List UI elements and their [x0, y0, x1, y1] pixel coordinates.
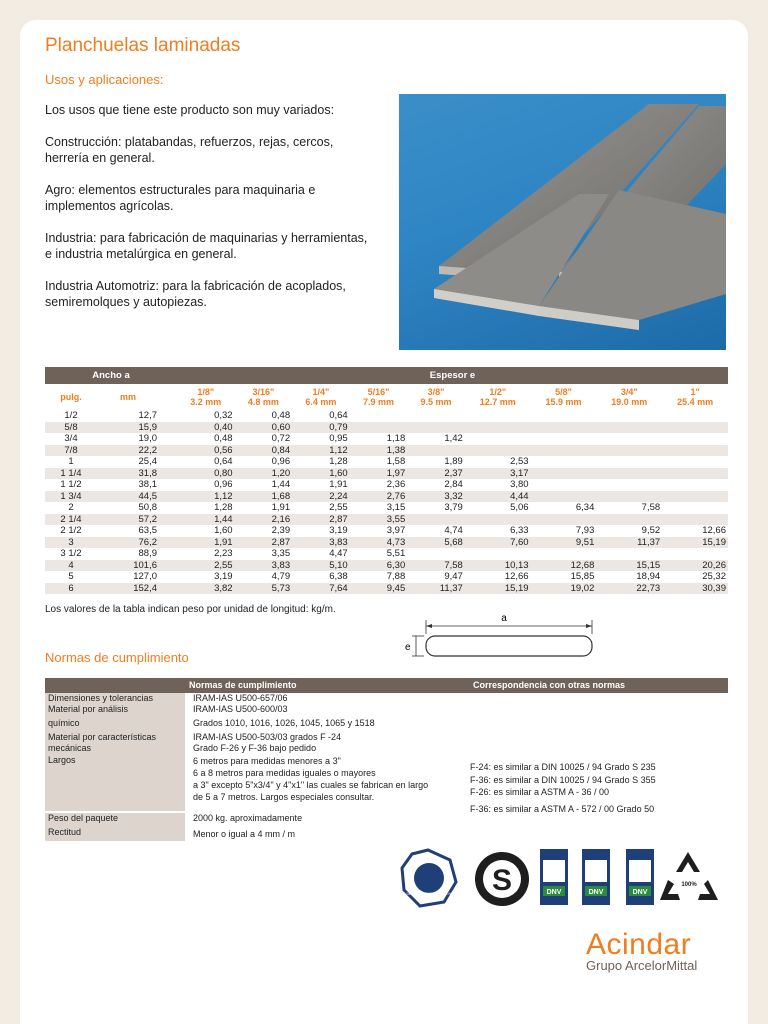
table-cell: 2,23 [214, 548, 233, 560]
table-cell [662, 514, 728, 526]
table-cell: 7,93 [575, 525, 595, 537]
table-cell: 57,2 [97, 514, 177, 526]
table-cell: 2,24 [292, 491, 350, 503]
table-row [45, 479, 728, 491]
table-cell [407, 410, 465, 422]
table-cell: 88,9 [138, 548, 157, 560]
table-cell: 9,45 [350, 583, 408, 595]
ancho-header: Ancho a [45, 367, 177, 384]
table-cell: 4 [45, 560, 97, 572]
table-cell: 3,55 [350, 514, 408, 526]
table-cell: 11,37 [596, 537, 662, 549]
table-cell: 3,19 [329, 525, 348, 537]
table-cell: 6,34 [575, 502, 595, 514]
table-cell [662, 548, 728, 560]
page [20, 20, 748, 1024]
table-cell: 63,5 [138, 525, 157, 537]
table-cell: 0,96 [271, 456, 291, 468]
normas-label: Rectitud [45, 827, 185, 841]
table-cell: 1,91 [329, 479, 348, 491]
table-cell: 3,79 [444, 502, 463, 514]
table-cell [465, 422, 531, 434]
corr-item: F-24: es similar a DIN 10025 / 94 Grado S 235 [470, 762, 656, 772]
espesor-col-header [350, 384, 408, 410]
table-cell: 1,91 [271, 502, 291, 514]
table-cell: 4,47 [329, 548, 348, 560]
table-cell [596, 548, 662, 560]
seal-text: SELLO DE CONFORMIDAD CON NORMAS [398, 892, 464, 896]
table-cell: 0,48 [214, 433, 233, 445]
table-cell: 3,32 [407, 491, 465, 503]
espesor-col-header [235, 384, 293, 410]
table-cell: 19,02 [531, 583, 597, 595]
table-cell: 2,55 [329, 502, 348, 514]
table-cell [531, 433, 597, 445]
espesor-inch: 1/4" [312, 387, 330, 397]
espesor-col-header [596, 384, 662, 410]
table-cell: 5,10 [292, 560, 350, 572]
table-cell: 0,64 [214, 456, 233, 468]
table-cell: 4,73 [350, 537, 408, 549]
table-cell: 30,39 [662, 583, 728, 595]
table-cell [531, 422, 597, 434]
table-cell: 5,68 [407, 537, 465, 549]
normas-label: Peso del paquete [45, 813, 185, 827]
table-cell: 9,47 [444, 571, 463, 583]
espesor-header: Espesor e [177, 367, 728, 384]
table-cell: 18,94 [636, 571, 661, 583]
table-cell: 2,76 [350, 491, 408, 503]
table-cell: 10,13 [465, 560, 531, 572]
brand-name: Acindar [586, 928, 692, 961]
usos-paragraph: Agro: elementos estructurales para maquinaria e implementos agrícolas. [45, 183, 316, 213]
table-cell: 1,44 [177, 514, 235, 526]
table-cell: 15,15 [596, 560, 662, 572]
table-cell: 2,16 [235, 514, 293, 526]
espesor-col-header [292, 384, 350, 410]
iram-seal-icon [398, 850, 464, 906]
table-cell [662, 502, 728, 514]
espesor-inch: 1/8" [197, 387, 215, 397]
table-cell: 4,74 [444, 525, 463, 537]
usos-text [45, 102, 375, 326]
table-cell [596, 514, 662, 526]
table-row [45, 422, 728, 434]
espesor-mm: 9.5 mm [420, 397, 452, 407]
peso-table [45, 367, 728, 594]
dnv-text: DNV [588, 889, 604, 896]
table-cell [662, 445, 728, 457]
dnv-text: DNV [546, 889, 562, 896]
table-cell [596, 491, 662, 503]
normas-value: Grados 1010, 1016, 1026, 1045, 1065 y 1518 [193, 718, 375, 728]
table-cell: 0,84 [235, 445, 293, 457]
table-row [45, 514, 728, 526]
table-cell: 3,35 [271, 548, 291, 560]
table-cell: 1,12 [292, 445, 350, 457]
dnv-logo-icon [582, 849, 610, 905]
table-cell: 1,60 [214, 525, 233, 537]
table-cell: 1 [68, 456, 74, 468]
table-cell [407, 445, 465, 457]
table-cell [596, 468, 662, 480]
table-cell: 12,66 [702, 525, 726, 537]
table-cell: 15,85 [570, 571, 595, 583]
table-cell [531, 468, 597, 480]
table-cell: 6,38 [329, 571, 348, 583]
espesor-mm: 15.9 mm [545, 397, 582, 407]
table-cell: 7/8 [45, 445, 97, 457]
dim-e-label: e [405, 642, 411, 653]
dim-a-label: a [501, 613, 507, 624]
table-cell: 0,60 [235, 422, 293, 434]
table-cell [531, 548, 597, 560]
espesor-inch: 3/8" [427, 387, 445, 397]
normas-value: IRAM-IAS U500-657/06 [193, 693, 288, 703]
table-cell: 7,64 [292, 583, 350, 595]
col-pulg: pulg. [60, 392, 82, 402]
table-cell: 0,96 [214, 479, 233, 491]
table-cell: 44,5 [97, 491, 177, 503]
table-cell: 12,68 [531, 560, 597, 572]
table-cell: 1,60 [292, 468, 350, 480]
table-cell: 3/4 [64, 433, 78, 445]
page-title: Planchuelas laminadas [45, 35, 241, 56]
table-cell [596, 433, 662, 445]
table-cell: 3,83 [235, 560, 293, 572]
normas-col-header: Normas de cumplimiento [189, 680, 297, 690]
espesor-mm: 6.4 mm [305, 397, 337, 407]
table-cell: 3,80 [510, 479, 529, 491]
espesor-col-header [531, 384, 597, 410]
dnv-logo-icon [626, 849, 654, 905]
table-row [45, 537, 728, 549]
normas-label: químico [45, 715, 185, 732]
espesor-mm: 3.2 mm [190, 397, 222, 407]
brand-logo [586, 928, 697, 973]
table-cell: 19,0 [138, 433, 157, 445]
table-cell: 3,97 [386, 525, 406, 537]
table-cell: 5/8 [45, 422, 97, 434]
espesor-inch: 5/16" [367, 387, 390, 397]
table-cell: 2,36 [386, 479, 406, 491]
table-row [45, 468, 728, 480]
table-cell: 1,38 [350, 445, 408, 457]
table-cell [465, 433, 531, 445]
table-cell: 1,12 [177, 491, 235, 503]
table-cell [662, 422, 728, 434]
table-cell: 25,4 [138, 456, 157, 468]
table-cell [407, 422, 465, 434]
table-cell: 2,55 [177, 560, 235, 572]
table-cell: 31,8 [97, 468, 177, 480]
table-cell: 12,66 [504, 571, 529, 583]
table-cell [531, 491, 597, 503]
table-cell [596, 445, 662, 457]
table-cell: 1 1/2 [60, 479, 82, 491]
table-cell: 2,37 [407, 468, 465, 480]
table-cell: 7,60 [465, 537, 531, 549]
table-cell: 11,37 [407, 583, 465, 595]
table-cell: 2 [68, 502, 74, 514]
table-row [45, 456, 728, 468]
normas-value: Menor o igual a 4 mm / m [193, 829, 296, 839]
espesor-mm: 12.7 mm [479, 397, 516, 407]
table-cell: 2,87 [292, 514, 350, 526]
table-row [45, 445, 728, 457]
table-row [45, 525, 728, 537]
table-cell: 0,79 [292, 422, 350, 434]
table-cell: 9,52 [641, 525, 661, 537]
table-row [45, 560, 728, 572]
normas-table [45, 678, 728, 841]
table-cell: 0,72 [271, 433, 291, 445]
table-cell [465, 445, 531, 457]
table-cell: 0,48 [271, 410, 291, 422]
table-cell: 7,88 [386, 571, 406, 583]
table-cell [531, 456, 597, 468]
normas-label: Material por análisis [45, 704, 185, 715]
table-cell [662, 456, 728, 468]
table-cell: 2,84 [444, 479, 463, 491]
table-cell: 1 3/4 [45, 491, 97, 503]
normas-label: Dimensiones y tolerancias [45, 693, 185, 704]
product-photo [399, 94, 726, 350]
table-cell: 3,19 [214, 571, 233, 583]
table-cell: 76,2 [97, 537, 177, 549]
table-cell: 2 1/4 [45, 514, 97, 526]
table-cell: 1 1/4 [45, 468, 97, 480]
normas-label: Material por características [45, 732, 185, 743]
espesor-inch: 5/8" [555, 387, 572, 397]
espesor-mm: 4.8 mm [247, 397, 279, 407]
table-cell: 5,06 [510, 502, 529, 514]
table-row [45, 548, 728, 560]
normas-label: Largos [45, 755, 185, 811]
table-cell: 1,89 [444, 456, 463, 468]
usos-paragraph: Industria Automotriz: para la fabricación de acoplados, semiremolques y autopiezas. [45, 279, 346, 309]
table-cell: 1,68 [235, 491, 293, 503]
table-cell: 7,58 [407, 560, 465, 572]
table-cell: 0,40 [177, 422, 235, 434]
table-row [45, 583, 728, 595]
espesor-inch: 1/2" [489, 387, 507, 397]
table-note: Los valores de la tabla indican peso por unidad de longitud: kg/m. [45, 604, 336, 615]
normas-value: 6 metros para medidas menores a 3" 6 a 8 metros para medidas iguales o mayores a 3" excepto 5"x3/4" y 4"x1" las cuales se fabrican en largo de 5 a 7 metros. Largos especiales consultar. [193, 756, 429, 802]
table-cell: 0,32 [214, 410, 233, 422]
table-cell [662, 410, 728, 422]
corr-col-header: Correspondencia con otras normas [473, 680, 626, 690]
table-cell: 0,56 [177, 445, 235, 457]
s-mark-letter: S [491, 864, 513, 897]
espesor-inch: 3/16" [252, 387, 275, 397]
espesor-col-header [662, 384, 728, 410]
table-cell: 1/2 [64, 410, 78, 422]
table-cell [465, 548, 531, 560]
table-cell: 0,95 [329, 433, 348, 445]
usos-paragraph: Construcción: platabandas, refuerzos, rejas, cercos, herrería en general. [45, 135, 334, 165]
table-cell [407, 514, 465, 526]
table-cell [662, 491, 728, 503]
table-cell: 1,58 [386, 456, 406, 468]
table-cell [596, 456, 662, 468]
table-cell: 6 [45, 583, 97, 595]
table-cell [662, 433, 728, 445]
table-cell: 1,97 [350, 468, 408, 480]
table-cell [662, 468, 728, 480]
table-row [45, 433, 728, 445]
col-mm: mm [119, 392, 136, 402]
table-cell: 3,17 [465, 468, 531, 480]
normas-label: mecánicas [45, 743, 185, 755]
usos-heading: Usos y aplicaciones: [45, 72, 164, 87]
espesor-col-header [407, 384, 465, 410]
table-row [45, 410, 728, 422]
table-cell: 152,4 [97, 583, 177, 595]
usos-paragraph: Los usos que tiene este producto son muy variados: [45, 103, 335, 117]
table-cell: 15,19 [465, 583, 531, 595]
espesor-mm: 7.9 mm [362, 397, 394, 407]
table-cell [596, 479, 662, 491]
table-cell: 0,64 [329, 410, 348, 422]
s-mark-icon [475, 852, 529, 906]
table-cell: 1,28 [329, 456, 348, 468]
table-row [45, 502, 728, 514]
recycle-icon [660, 852, 718, 900]
normas-value: Grado F-26 y F-36 bajo pedido [193, 743, 317, 753]
espesor-col-header [177, 384, 235, 410]
table-cell: 2,39 [271, 525, 291, 537]
normas-value: 2000 kg. aproximadamente [193, 813, 303, 823]
table-cell [407, 548, 465, 560]
recycle-text: 100% [681, 882, 697, 888]
table-cell: 50,8 [138, 502, 157, 514]
normas-value: IRAM-IAS U500-600/03 [193, 704, 288, 714]
table-cell: 3,83 [292, 537, 350, 549]
table-cell: 6,30 [350, 560, 408, 572]
table-cell: 5 [68, 571, 74, 583]
table-cell: 22,73 [596, 583, 662, 595]
table-cell [531, 445, 597, 457]
espesor-inch: 3/4" [620, 387, 638, 397]
table-cell [531, 410, 597, 422]
table-cell [596, 422, 662, 434]
table-cell: 3,82 [177, 583, 235, 595]
table-cell: 2 1/2 [60, 525, 82, 537]
table-cell: 1,42 [444, 433, 463, 445]
normas-value: IRAM-IAS U500-503/03 grados F -24 [193, 732, 342, 742]
table-cell [465, 514, 531, 526]
table-cell [350, 410, 408, 422]
corr-item: F-36: es similar a DIN 10025 / 94 Grado S 355 [470, 774, 656, 785]
table-cell: 3 1/2 [60, 548, 82, 560]
table-cell: 2,87 [235, 537, 293, 549]
espesor-mm: 25.4 mm [677, 397, 714, 407]
section-diagram [400, 612, 600, 672]
table-cell: 1,28 [214, 502, 233, 514]
table-cell: 1,18 [386, 433, 406, 445]
table-cell [531, 479, 597, 491]
dnv-logo-icon [540, 849, 568, 905]
table-cell: 9,51 [531, 537, 597, 549]
table-cell: 22,2 [97, 445, 177, 457]
table-cell: 20,26 [662, 560, 728, 572]
table-cell [596, 410, 662, 422]
table-cell [350, 422, 408, 434]
corr-item: F-26: es similar a ASTM A - 36 / 00 [470, 787, 610, 797]
table-cell: 1,20 [235, 468, 293, 480]
table-cell [531, 514, 597, 526]
espesor-mm: 19.0 mm [611, 397, 648, 407]
table-cell: 127,0 [133, 571, 157, 583]
table-cell: 1,91 [177, 537, 235, 549]
brand-group: Grupo ArcelorMittal [586, 958, 698, 973]
table-cell: 5,51 [386, 548, 406, 560]
table-row [45, 571, 728, 583]
table-cell: 101,6 [97, 560, 177, 572]
table-cell: 38,1 [138, 479, 157, 491]
table-cell: 7,58 [641, 502, 661, 514]
usos-paragraph: Industria: para fabricación de maquinarias y herramientas, e industria metalúrgica en general. [45, 231, 368, 261]
normas-heading: Normas de cumplimiento [45, 650, 189, 665]
table-cell: 15,19 [662, 537, 728, 549]
dnv-text: DNV [632, 889, 648, 896]
table-cell: 0,80 [177, 468, 235, 480]
espesor-col-header [465, 384, 531, 410]
table-cell [465, 410, 531, 422]
table-cell: 6,33 [510, 525, 529, 537]
corr-item: F-36: es similar a ASTM A - 572 / 00 Grado 50 [470, 803, 655, 814]
table-cell [662, 479, 728, 491]
table-cell: 2,53 [510, 456, 529, 468]
table-cell: 3 [45, 537, 97, 549]
table-cell: 15,9 [97, 422, 177, 434]
table-cell: 1,44 [271, 479, 291, 491]
table-cell: 25,32 [702, 571, 726, 583]
espesor-inch: 1" [690, 387, 700, 397]
table-row [45, 491, 728, 503]
table-cell: 12,7 [138, 410, 157, 422]
table-cell: 4,79 [271, 571, 291, 583]
table-cell: 3,15 [386, 502, 406, 514]
table-cell: 5,73 [235, 583, 293, 595]
certification-logos [398, 846, 718, 916]
table-cell: 4,44 [465, 491, 531, 503]
